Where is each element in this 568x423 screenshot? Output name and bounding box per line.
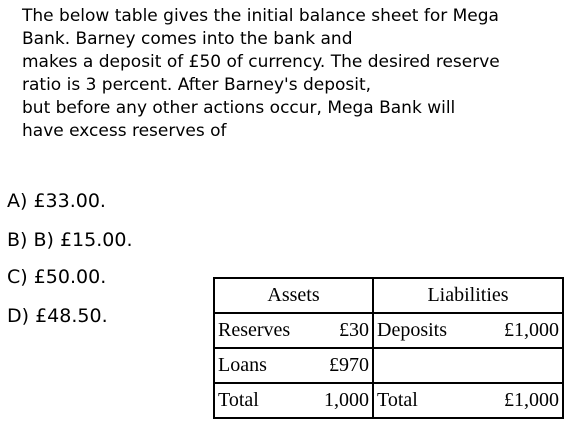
question-text [22, 5, 562, 143]
assets-header: Assets [214, 278, 373, 313]
liability-value: £1,000 [504, 389, 559, 411]
option-b[interactable]: B) B) £15.00. [7, 229, 133, 251]
asset-value: £970 [329, 354, 369, 376]
asset-label: Reserves [218, 319, 291, 341]
option-a[interactable]: A) £33.00. [7, 190, 106, 212]
asset-value: 1,000 [324, 389, 369, 411]
question-line: makes a deposit of £50 of currency. The desired reserve [22, 52, 500, 72]
table-row [214, 383, 563, 418]
question-line: but before any other actions occur, Mega Bank will [22, 98, 456, 118]
option-d[interactable]: D) £48.50. [7, 305, 108, 327]
table-row [214, 348, 563, 383]
question-line: The below table gives the initial balance sheet for Mega [22, 6, 499, 26]
asset-label: Loans [218, 354, 267, 376]
table-header-row [214, 278, 563, 313]
liability-label: Total [377, 389, 418, 411]
liability-value: £1,000 [504, 319, 559, 341]
table-row [214, 313, 563, 348]
asset-label: Total [218, 389, 259, 411]
liabilities-header: Liabilities [373, 278, 563, 313]
asset-value: £30 [339, 319, 369, 341]
liability-label: Deposits [377, 319, 447, 341]
balance-sheet-table [213, 277, 564, 419]
option-c[interactable]: C) £50.00. [7, 266, 107, 288]
question-line: ratio is 3 percent. After Barney's deposit, [22, 75, 372, 95]
question-line: have excess reserves of [22, 121, 227, 141]
question-line: Bank. Barney comes into the bank and [22, 29, 353, 49]
